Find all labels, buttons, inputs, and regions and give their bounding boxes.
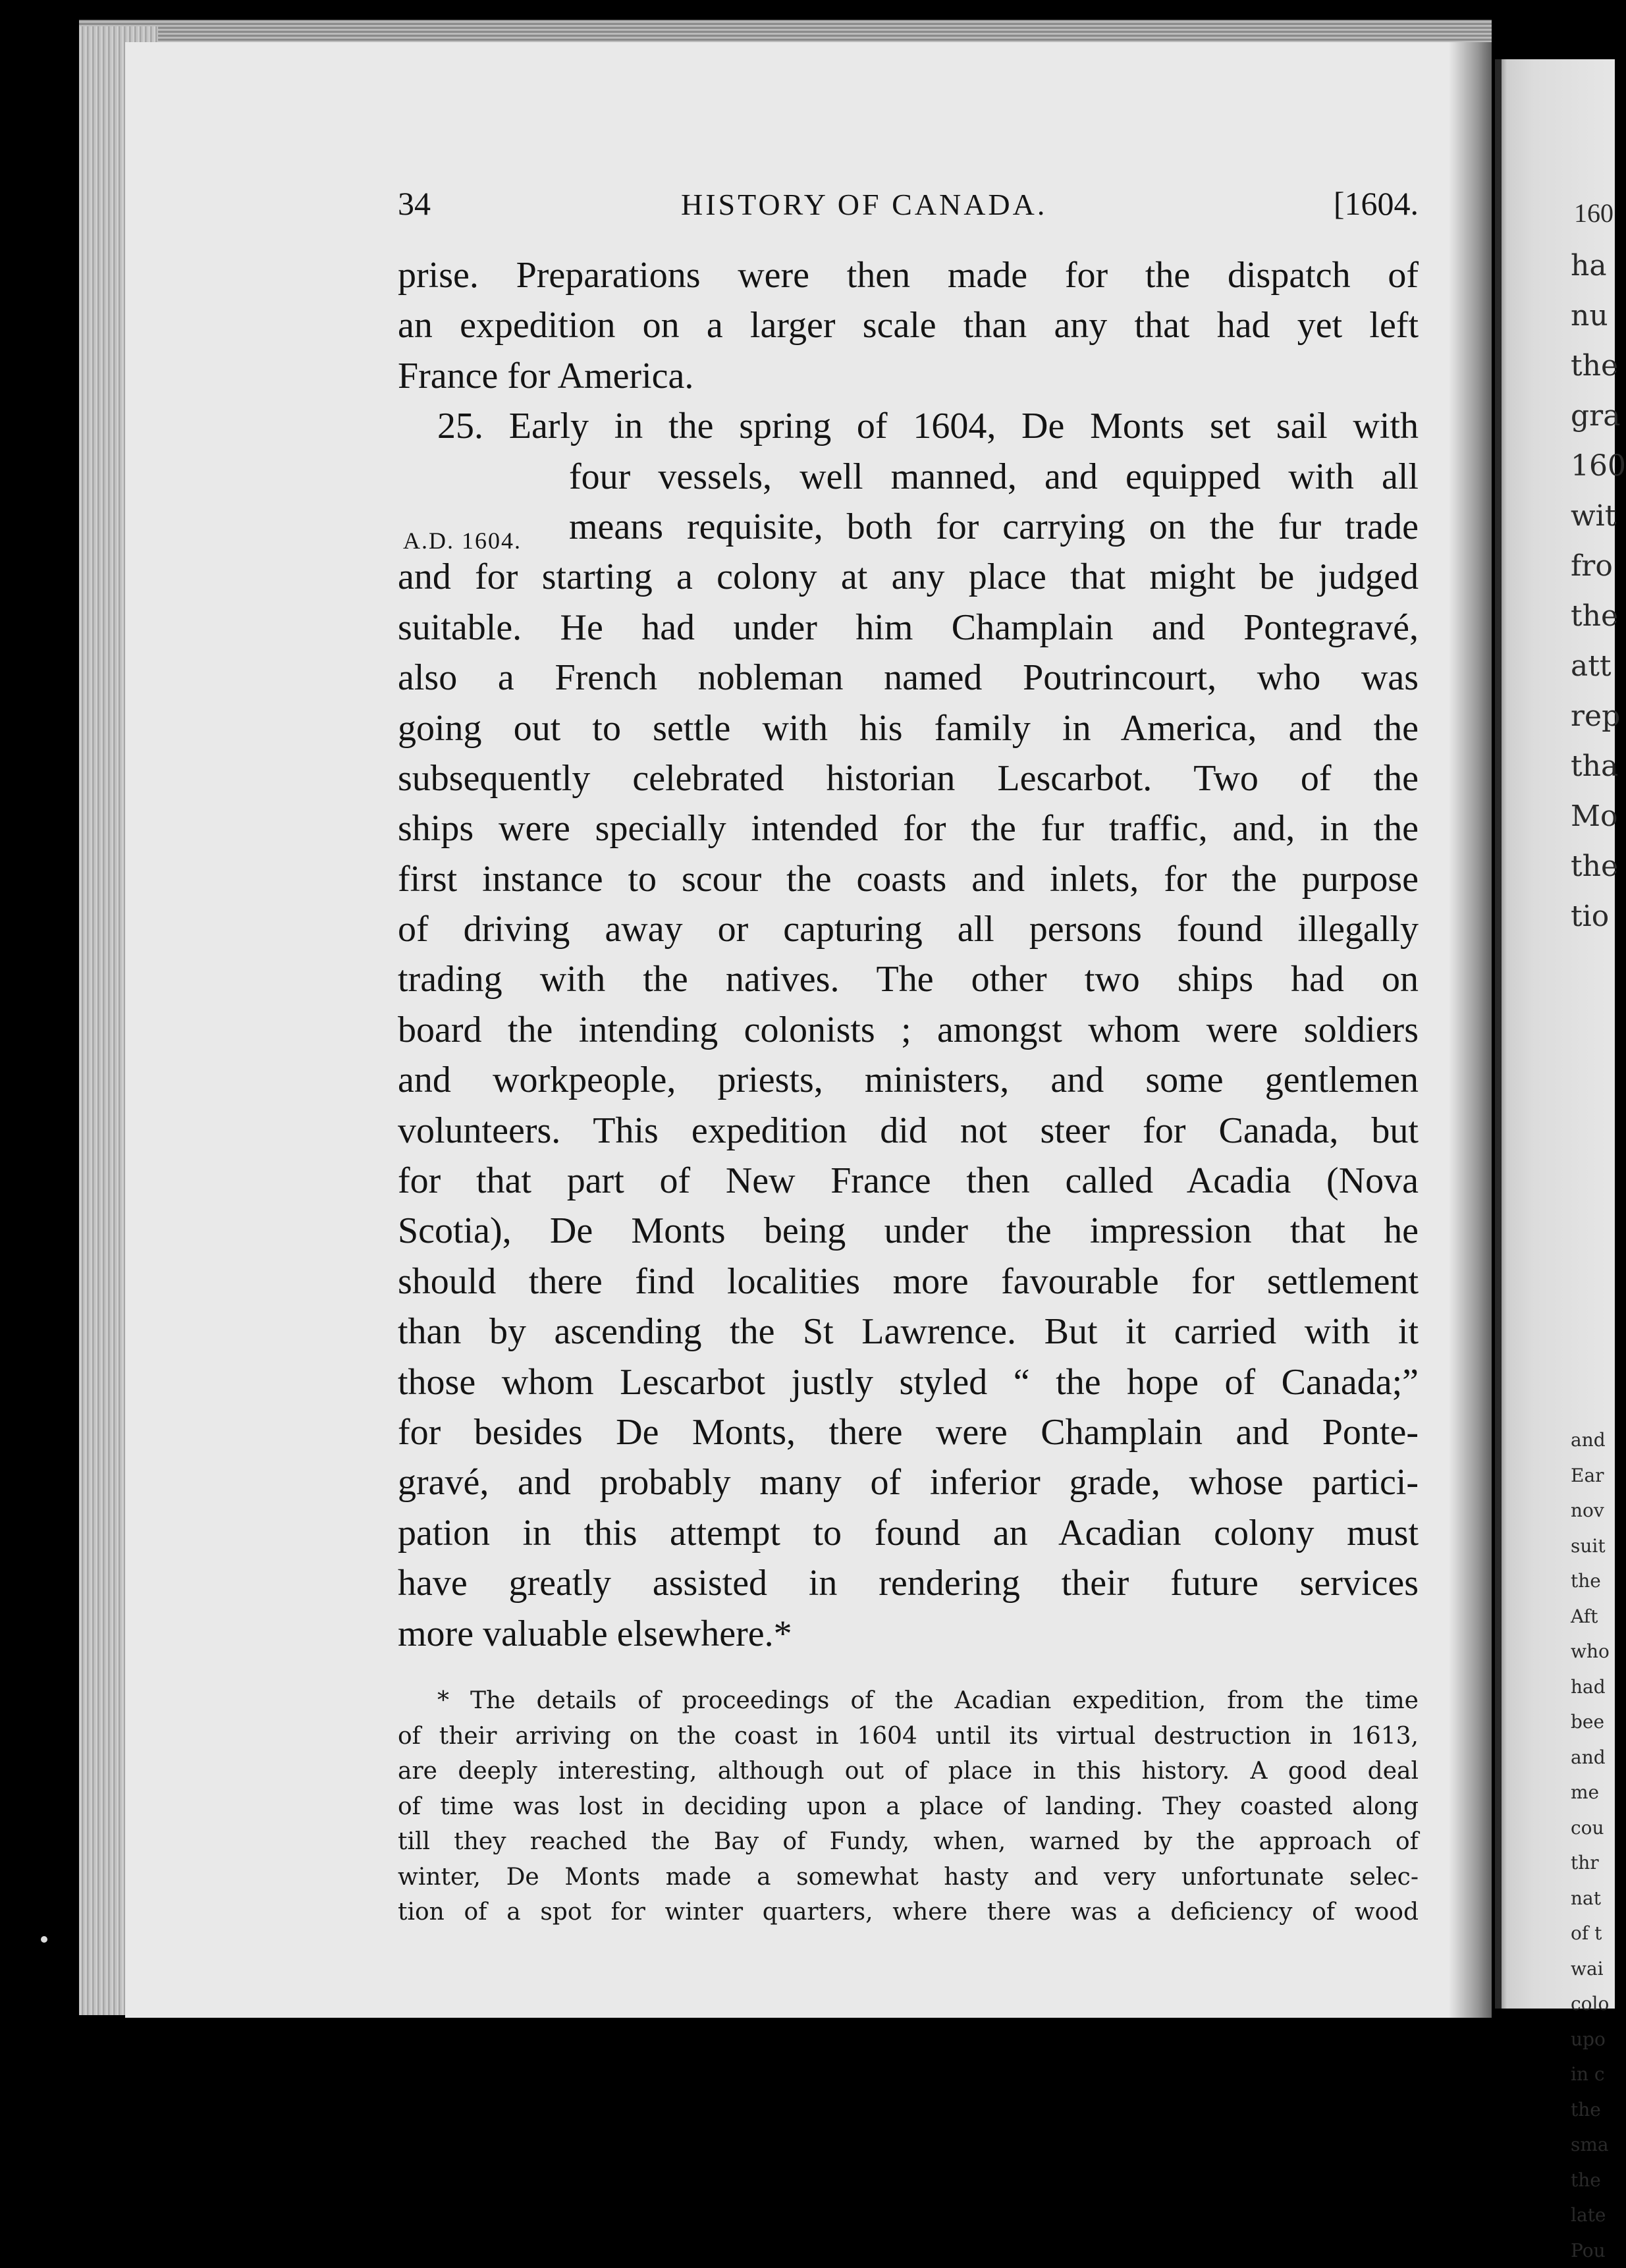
- footnote-line: are deeply interesting, although out of place in this history. A good deal: [398, 1754, 1419, 1789]
- body-line: suitable. He had under him Champlain and Pontegravé,: [398, 603, 1419, 653]
- next-page-footnote-line: Pou: [1571, 2233, 1615, 2268]
- footnote-line: tion of a spot for winter quarters, where there was a deficiency of wood: [398, 1895, 1419, 1930]
- next-page-footnote-line: cou: [1571, 1810, 1615, 1846]
- body-line: going out to settle with his family in America, and the: [398, 703, 1419, 753]
- body-text: [398, 250, 1419, 1659]
- side-note-date: A.D. 1604.: [403, 527, 522, 554]
- body-line: volunteers. This expedition did not steer for Canada, but: [398, 1106, 1419, 1156]
- next-page-line: tha: [1571, 742, 1615, 792]
- next-page-head: 160: [1574, 198, 1613, 229]
- next-page-line: tio: [1571, 892, 1615, 942]
- next-page-footnote-line: of t: [1571, 1916, 1615, 1951]
- body-line: gravé, and probably many of inferior grade, whose partici-: [398, 1457, 1419, 1507]
- next-page-footnote-line: and: [1571, 1422, 1615, 1458]
- next-page-footnote-line: nat: [1571, 1881, 1615, 1916]
- body-line: trading with the natives. The other two ships had on: [398, 954, 1419, 1004]
- book-title: HISTORY OF CANADA.: [681, 187, 1047, 222]
- next-page-spacer: [1571, 942, 1615, 1422]
- next-page-line: [1571, 191, 1615, 241]
- gutter-shadow: [1449, 42, 1502, 2018]
- next-page-line: 160: [1571, 441, 1615, 491]
- next-page-footnote-line: upo: [1571, 2022, 1615, 2057]
- next-page-line: nu: [1571, 291, 1615, 341]
- next-page-footnote-line: wai: [1571, 1951, 1615, 1987]
- body-line: an expedition on a larger scale than any that had yet left: [398, 300, 1419, 350]
- next-page-line: the: [1571, 591, 1615, 641]
- body-line: for besides De Monts, there were Champlain and Ponte-: [398, 1407, 1419, 1457]
- next-page-line: fro: [1571, 541, 1615, 591]
- footnote-line: till they reached the Bay of Fundy, when, warned by the approach of: [398, 1824, 1419, 1860]
- next-page-footnote-line: me: [1571, 1775, 1615, 1810]
- running-year: [1604.: [1334, 184, 1419, 223]
- body-line: those whom Lescarbot justly styled “ the hope of Canada;”: [398, 1357, 1419, 1407]
- body-line: board the intending colonists ; amongst whom were soldiers: [398, 1005, 1419, 1055]
- next-page-footnote-line: thr: [1571, 1845, 1615, 1881]
- body-line: France for America.: [398, 351, 1419, 401]
- next-page-footnote-line: suit: [1571, 1528, 1615, 1564]
- next-page-footnote-line: sma: [1571, 2127, 1615, 2163]
- next-page-footnote-line: in c: [1571, 2057, 1615, 2092]
- footnote-line: winter, De Monts made a somewhat hasty and very unfortunate selec-: [398, 1860, 1419, 1895]
- body-line: for that part of New France then called Acadia (Nova: [398, 1156, 1419, 1206]
- scan-speck: [41, 1936, 47, 1943]
- next-page-footnote-line: late: [1571, 2198, 1615, 2233]
- next-page-line: Mo: [1571, 792, 1615, 842]
- body-line: means requisite, both for carrying on the fur trade: [398, 502, 1419, 552]
- next-page-line: gra: [1571, 391, 1615, 441]
- next-page-line: att: [1571, 641, 1615, 691]
- footnote-line: of their arriving on the coast in 1604 until its virtual destruction in 1613,: [398, 1719, 1419, 1754]
- body-line: subsequently celebrated historian Lescarbot. Two of the: [398, 753, 1419, 803]
- body-line: more valuable elsewhere.*: [398, 1609, 1419, 1659]
- body-line: and for starting a colony at any place that might be judged: [398, 552, 1419, 602]
- footnote-line: of time was lost in deciding upon a place of landing. They coasted along: [398, 1789, 1419, 1825]
- body-line: first instance to scour the coasts and inlets, for the purpose: [398, 854, 1419, 904]
- next-page-footnote-line: nov: [1571, 1493, 1615, 1528]
- next-page-footnote-line: the: [1571, 2092, 1615, 2128]
- footnote-line: * The details of proceedings of the Acadian expedition, from the time: [398, 1683, 1419, 1719]
- running-head: [398, 184, 1419, 230]
- next-page-footnote-line: colo: [1571, 1986, 1615, 2022]
- page-number: 34: [398, 184, 431, 223]
- next-page-footnote-line: who: [1571, 1634, 1615, 1669]
- next-page-footnote-line: the: [1571, 1563, 1615, 1599]
- body-line: and workpeople, priests, ministers, and some gentlemen: [398, 1055, 1419, 1105]
- next-page-line: ha: [1571, 241, 1615, 291]
- body-line: prise. Preparations were then made for the dispatch of: [398, 250, 1419, 300]
- body-line: than by ascending the St Lawrence. But it carried with it: [398, 1307, 1419, 1357]
- next-page-footnote-line: bee: [1571, 1704, 1615, 1740]
- body-line: of driving away or capturing all persons found illegally: [398, 904, 1419, 954]
- next-page-footnote-line: the: [1571, 2163, 1615, 2198]
- next-page-footnote-line: Aft: [1571, 1599, 1615, 1634]
- next-page-footnote-line: Ear: [1571, 1458, 1615, 1494]
- body-line: four vessels, well manned, and equipped with all: [398, 452, 1419, 502]
- next-page-line: wit: [1571, 491, 1615, 541]
- body-line: 25. Early in the spring of 1604, De Monts set sail with: [398, 401, 1419, 451]
- footnote: [398, 1683, 1419, 1930]
- body-line: pation in this attempt to found an Acadian colony must: [398, 1508, 1419, 1558]
- body-line: also a French nobleman named Poutrincourt, who was: [398, 653, 1419, 703]
- body-line: ships were specially intended for the fur traffic, and, in the: [398, 803, 1419, 853]
- next-page-line: the: [1571, 842, 1615, 892]
- body-line: have greatly assisted in rendering their future services: [398, 1558, 1419, 1608]
- next-page-line: rep: [1571, 691, 1615, 742]
- next-page-footnote-line: and: [1571, 1740, 1615, 1775]
- next-page-text: [1571, 191, 1615, 2268]
- next-page-line: the: [1571, 341, 1615, 391]
- body-line: should there find localities more favourable for settlement: [398, 1256, 1419, 1307]
- next-page-footnote-line: had: [1571, 1669, 1615, 1705]
- body-line: Scotia), De Monts being under the impression that he: [398, 1206, 1419, 1256]
